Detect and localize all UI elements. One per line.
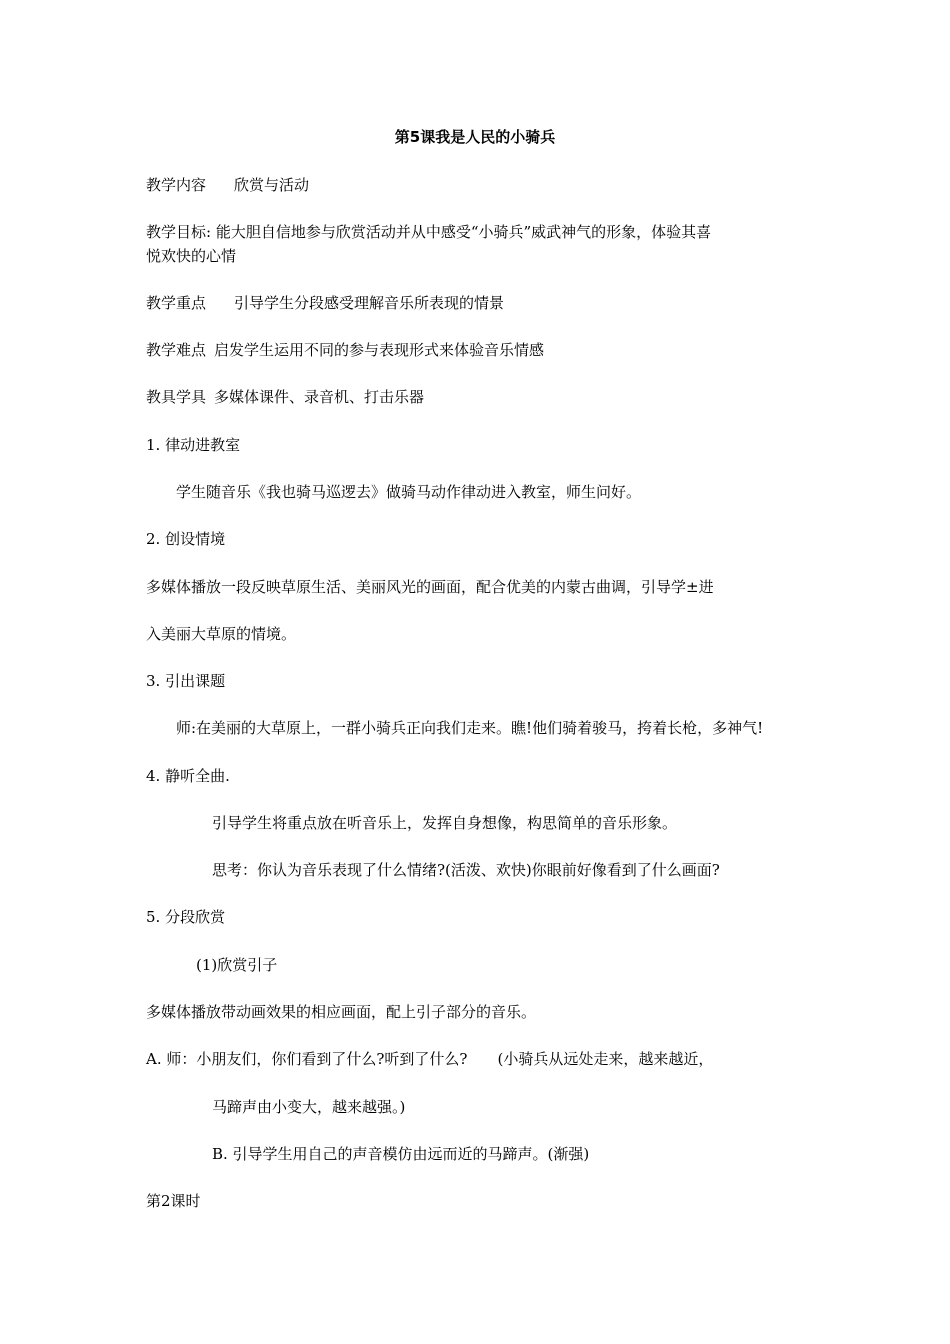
step2-text-line2: 入美丽大草原的情境。 [146,625,297,643]
teaching-content-row [146,174,309,196]
step2-text-line1: 多媒体播放一段反映草原生活、美丽风光的画面，配合优美的内蒙古曲调，引导学±进 [146,578,714,596]
teaching-objective-line2: 悦欢快的心情 [146,247,237,265]
step5-b: B. 引导学生用自己的声音模仿由远而近的马蹄声。(渐强) [212,1145,590,1163]
teaching-tools-row [146,386,424,408]
teaching-key-value: 引导学生分段感受理解音乐所表现的情景 [234,294,505,312]
teaching-difficulty-row [146,339,544,361]
teaching-difficulty-label: 教学难点 [146,341,207,359]
teaching-content-label: 教学内容 [146,176,207,194]
teaching-key-row [146,292,504,314]
step4-heading: 4. 静听全曲. [146,767,230,785]
step1-heading: 1. 律动进教室 [146,436,241,454]
step5-a-answer-line1: (小骑兵从远处走来，越来越近， [497,1050,714,1068]
step4-text2: 思考：你认为音乐表现了什么情绪?(活泼、欢快)你眼前好像看到了什么画面? [212,861,720,879]
step5-heading: 5. 分段欣赏 [146,908,226,926]
teaching-tools-value: 多媒体课件、录音机、打击乐器 [214,388,425,406]
document-title: 第5课我是人民的小骑兵 [394,128,556,146]
step5-a-answer-line2: 马蹄声由小变大，越来越强。) [212,1098,406,1116]
step5-text1: 多媒体播放带动画效果的相应画面，配上引子部分的音乐。 [146,1003,537,1021]
step4-text1: 引导学生将重点放在听音乐上，发挥自身想像，构思简单的音乐形象。 [212,814,678,832]
teaching-objective-line1: 教学目标: 能大胆自信地参与欣赏活动并从中感受“小骑兵”威武神气的形象，体验其喜 [146,223,712,241]
teaching-difficulty-value: 启发学生运用不同的参与表现形式来体验音乐情感 [214,341,545,359]
teaching-tools-label: 教具学具 [146,388,207,406]
step5-subheading: (1)欣赏引子 [196,956,278,974]
step1-text: 学生随音乐《我也骑马巡逻去》做骑马动作律动进入教室，师生问好。 [176,483,642,501]
step5-a-question: A. 师：小朋友们，你们看到了什么?听到了什么? [146,1050,468,1068]
step3-heading: 3. 引出课题 [146,672,226,690]
step2-heading: 2. 创设情境 [146,530,226,548]
step3-text: 师:在美丽的大草原上，一群小骑兵正向我们走来。瞧!他们骑着骏马，挎着长枪，多神气! [176,719,764,737]
section-footer: 第2课时 [146,1192,201,1210]
teaching-content-value: 欣赏与活动 [234,176,310,194]
step5-a-row [146,1048,713,1070]
teaching-key-label: 教学重点 [146,294,207,312]
